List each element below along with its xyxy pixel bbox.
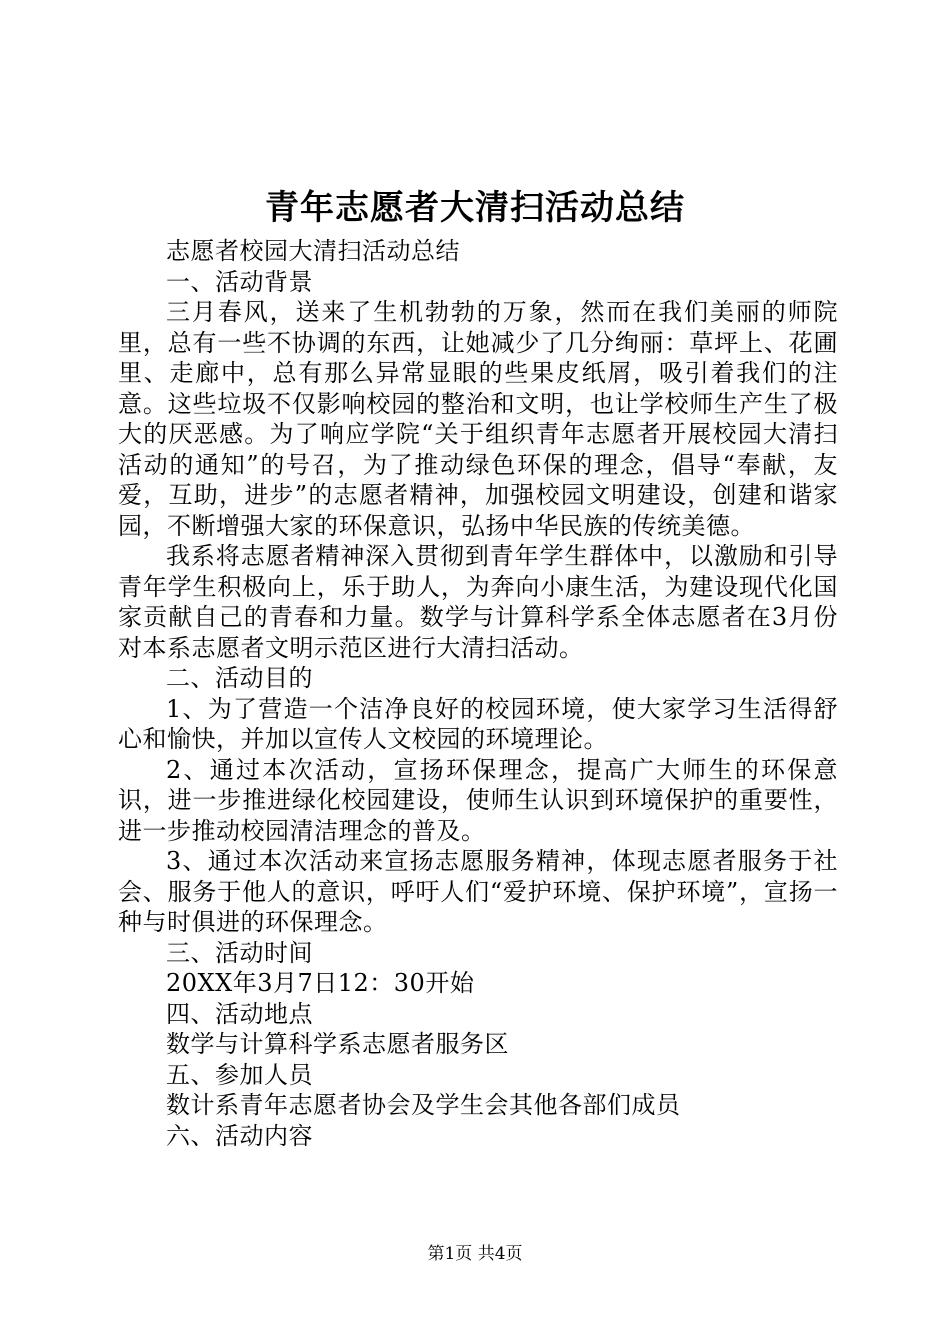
document-title: 青年志愿者大清扫活动总结 [265, 188, 685, 228]
paragraph: 20XX年3月7日12：30开始 [166, 969, 475, 997]
paragraph: 2、通过本次活动，宣扬环保理念，提高广大师生的环保意识，进一步推进绿化校园建设，使师生认识到环境保护的重要性，进一步推动校园清洁理念的普及。 [118, 755, 838, 845]
paragraph: 数计系青年志愿者协会及学生会其他各部们成员 [166, 1091, 681, 1119]
section-heading: 四、活动地点 [166, 999, 313, 1028]
paragraph: 我系将志愿者精神深入贯彻到青年学生群体中，以激励和引导青年学生积极向上，乐于助人，为奔向小康生活，为建设现代化国家贡献自己的青春和力量。数学与计算科学系全体志愿者在3月份对本系志愿者文明示范区进行大清扫活动。 [118, 542, 838, 662]
paragraph: 3、通过本次活动来宣扬志愿服务精神，体现志愿者服务于社会、服务于他人的意识，呼吁人们“爱护环境、保护环境”，宣扬一种与时俱进的环保理念。 [118, 847, 838, 936]
paragraph: 数学与计算科学系志愿者服务区 [166, 1030, 509, 1058]
paragraph: 志愿者校园大清扫活动总结 [166, 237, 460, 265]
paragraph: 1、为了营造一个洁净良好的校园环境，使大家学习生活得舒心和愉快，并加以宣传人文校园的环境理论。 [118, 694, 838, 753]
section-heading: 二、活动目的 [166, 664, 313, 692]
page-footer: 第1页 共4页 [427, 1244, 523, 1264]
section-heading: 三、活动时间 [166, 938, 313, 967]
document-body [118, 236, 838, 1151]
section-heading: 五、参加人员 [166, 1060, 313, 1089]
section-heading: 六、活动内容 [166, 1121, 313, 1150]
paragraph: 三月春风，送来了生机勃勃的万象，然而在我们美丽的师院里，总有一些不协调的东西，让她减少了几分绚丽：草坪上、花圃里、走廊中，总有那么异常显眼的些果皮纸屑，吸引着我们的注意。这些垃圾不仅影响校园的整治和文明，也让学校师生产生了极大的厌恶感。为了响应学院“关于组织青年志愿者开展校园大清扫活动的通知”的号召，为了推动绿色环保的理念，倡导“奉献，友爱，互助，进步”的志愿者精神，加强校园文明建设，创建和谐家园，不断增强大家的环保意识，弘扬中华民族的传统美德。 [118, 298, 838, 540]
section-heading: 一、活动背景 [166, 267, 313, 296]
